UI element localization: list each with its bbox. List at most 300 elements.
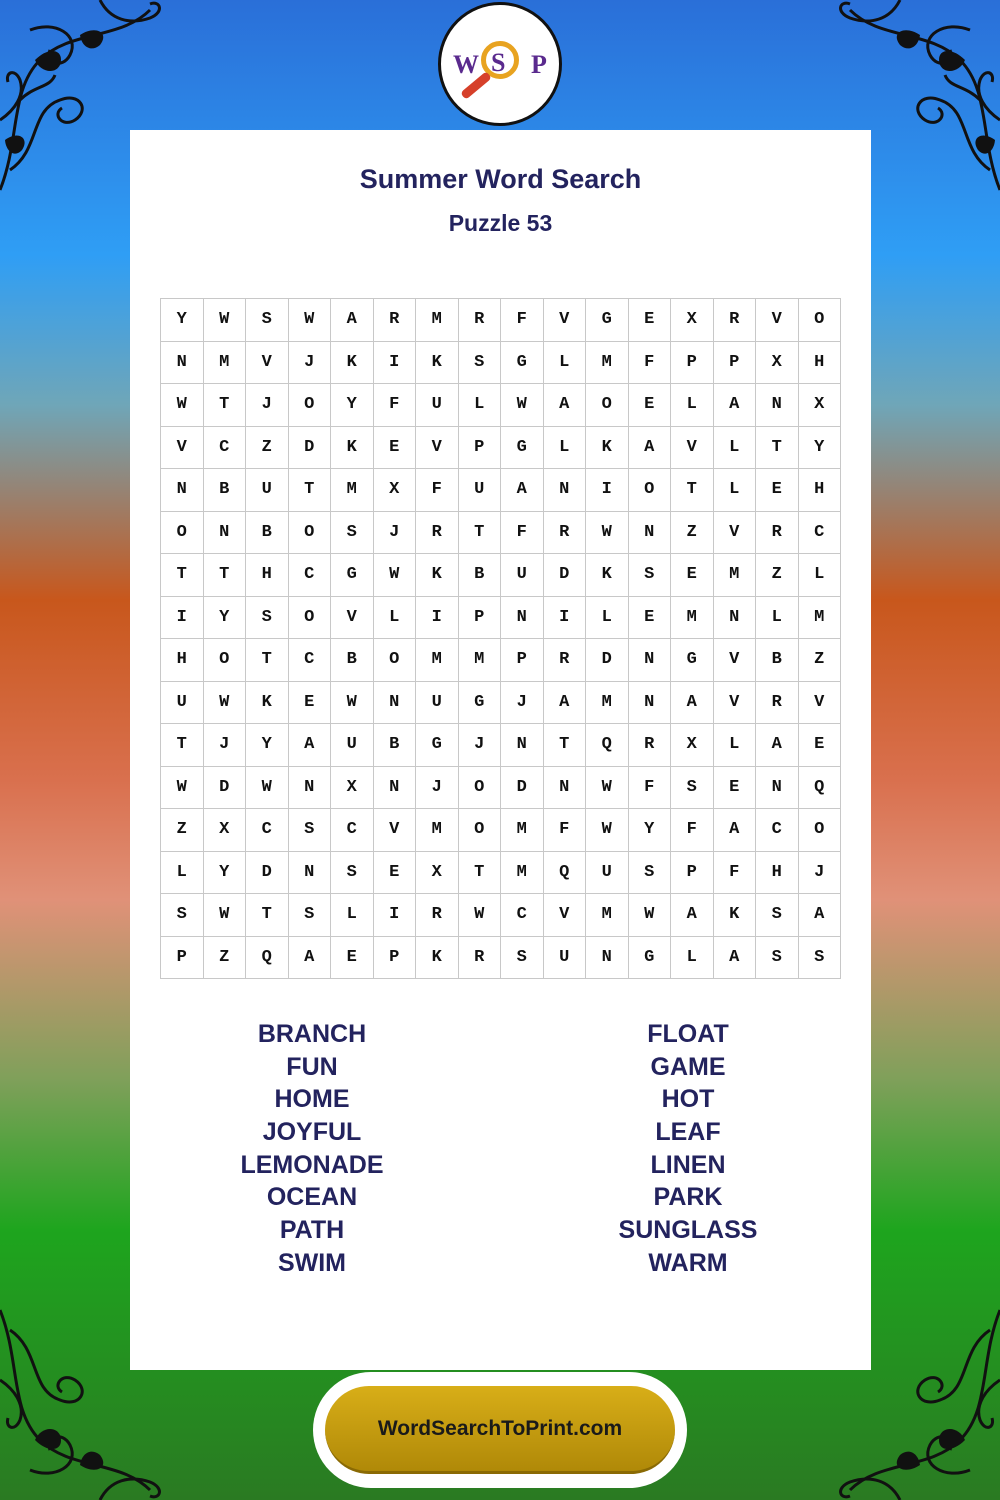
grid-cell[interactable]: O: [161, 511, 204, 554]
word-item: OCEAN: [266, 1183, 358, 1212]
grid-row: [161, 894, 841, 937]
grid-cell[interactable]: T: [203, 554, 246, 597]
grid-cell[interactable]: M: [331, 469, 374, 512]
grid-cell[interactable]: G: [586, 299, 629, 342]
grid-cell[interactable]: B: [203, 469, 246, 512]
grid-cell[interactable]: R: [458, 299, 501, 342]
grid-cell[interactable]: A: [288, 724, 331, 767]
grid-cell[interactable]: G: [458, 681, 501, 724]
grid-cell[interactable]: O: [798, 299, 841, 342]
grid-cell[interactable]: L: [671, 384, 714, 427]
grid-row: [161, 596, 841, 639]
website-link-button[interactable]: [325, 1386, 675, 1474]
grid-cell[interactable]: P: [713, 341, 756, 384]
grid-cell[interactable]: A: [713, 936, 756, 979]
grid-cell[interactable]: Y: [203, 596, 246, 639]
grid-cell[interactable]: E: [331, 936, 374, 979]
grid-cell[interactable]: A: [798, 894, 841, 937]
grid-cell[interactable]: J: [416, 766, 459, 809]
grid-cell[interactable]: D: [543, 554, 586, 597]
grid-cell[interactable]: I: [161, 596, 204, 639]
grid-cell[interactable]: N: [203, 511, 246, 554]
grid-cell[interactable]: W: [203, 894, 246, 937]
grid-cell[interactable]: G: [416, 724, 459, 767]
grid-row: [161, 851, 841, 894]
grid-cell[interactable]: F: [628, 341, 671, 384]
grid-row: [161, 299, 841, 342]
grid-cell[interactable]: V: [756, 299, 799, 342]
website-link-text: WordSearchToPrint.com: [377, 1416, 623, 1440]
grid-cell[interactable]: S: [331, 511, 374, 554]
grid-cell[interactable]: C: [288, 554, 331, 597]
grid-cell[interactable]: E: [628, 299, 671, 342]
grid-cell[interactable]: W: [586, 809, 629, 852]
grid-cell[interactable]: N: [628, 681, 671, 724]
grid-row: [161, 766, 841, 809]
grid-cell[interactable]: P: [501, 639, 544, 682]
grid-cell[interactable]: S: [458, 341, 501, 384]
grid-cell[interactable]: T: [203, 384, 246, 427]
grid-cell[interactable]: X: [756, 341, 799, 384]
grid-row: [161, 511, 841, 554]
grid-cell[interactable]: X: [671, 299, 714, 342]
grid-cell[interactable]: S: [798, 936, 841, 979]
grid-cell[interactable]: W: [331, 681, 374, 724]
grid-cell[interactable]: E: [628, 384, 671, 427]
grid-cell[interactable]: K: [586, 554, 629, 597]
grid-cell[interactable]: M: [798, 596, 841, 639]
grid-cell[interactable]: E: [713, 766, 756, 809]
grid-cell[interactable]: Z: [203, 936, 246, 979]
word-list-right: [538, 1018, 838, 1280]
grid-cell[interactable]: U: [246, 469, 289, 512]
word-item: LEMONADE: [240, 1150, 384, 1179]
grid-cell[interactable]: L: [373, 596, 416, 639]
grid-cell[interactable]: W: [501, 384, 544, 427]
grid-row: [161, 341, 841, 384]
grid-cell[interactable]: K: [331, 426, 374, 469]
grid-cell[interactable]: Q: [246, 936, 289, 979]
grid-cell[interactable]: P: [161, 936, 204, 979]
grid-cell[interactable]: K: [331, 341, 374, 384]
grid-cell[interactable]: A: [543, 384, 586, 427]
grid-cell[interactable]: S: [161, 894, 204, 937]
grid-cell[interactable]: W: [203, 681, 246, 724]
word-item: FLOAT: [647, 1020, 729, 1048]
grid-cell[interactable]: S: [756, 894, 799, 937]
grid-cell[interactable]: F: [671, 809, 714, 852]
grid-cell[interactable]: O: [798, 809, 841, 852]
grid-cell[interactable]: V: [543, 299, 586, 342]
grid-cell[interactable]: S: [628, 554, 671, 597]
grid-cell[interactable]: M: [458, 639, 501, 682]
grid-cell[interactable]: C: [331, 809, 374, 852]
grid-cell[interactable]: I: [586, 469, 629, 512]
grid-cell[interactable]: P: [458, 596, 501, 639]
grid-cell[interactable]: L: [713, 426, 756, 469]
grid-cell[interactable]: I: [416, 596, 459, 639]
grid-cell[interactable]: V: [713, 639, 756, 682]
word-item: LINEN: [650, 1150, 726, 1179]
grid-cell[interactable]: B: [756, 639, 799, 682]
grid-cell[interactable]: U: [543, 936, 586, 979]
grid-cell[interactable]: M: [586, 894, 629, 937]
grid-cell[interactable]: L: [798, 554, 841, 597]
grid-cell[interactable]: A: [756, 724, 799, 767]
grid-row: [161, 554, 841, 597]
grid-cell[interactable]: X: [416, 851, 459, 894]
grid-cell[interactable]: O: [458, 809, 501, 852]
grid-cell[interactable]: T: [161, 724, 204, 767]
grid-cell[interactable]: B: [458, 554, 501, 597]
grid-cell[interactable]: M: [713, 554, 756, 597]
grid-cell[interactable]: T: [543, 724, 586, 767]
grid-cell[interactable]: E: [628, 596, 671, 639]
grid-cell[interactable]: A: [331, 299, 374, 342]
grid-cell[interactable]: X: [671, 724, 714, 767]
grid-cell[interactable]: T: [288, 469, 331, 512]
grid-cell[interactable]: J: [798, 851, 841, 894]
grid-cell[interactable]: B: [246, 511, 289, 554]
grid-cell[interactable]: C: [798, 511, 841, 554]
grid-cell[interactable]: L: [543, 426, 586, 469]
word-item: WARM: [648, 1248, 728, 1277]
grid-cell[interactable]: L: [458, 384, 501, 427]
grid-cell[interactable]: I: [373, 341, 416, 384]
grid-cell[interactable]: Z: [161, 809, 204, 852]
grid-cell[interactable]: S: [288, 894, 331, 937]
grid-cell[interactable]: A: [713, 809, 756, 852]
word-item: JOYFUL: [262, 1118, 362, 1147]
grid-cell[interactable]: E: [756, 469, 799, 512]
grid-cell[interactable]: W: [246, 766, 289, 809]
grid-cell[interactable]: J: [373, 511, 416, 554]
logo-letter-s: S: [491, 48, 506, 77]
grid-cell[interactable]: O: [458, 766, 501, 809]
grid-cell[interactable]: M: [416, 299, 459, 342]
grid-cell[interactable]: W: [161, 766, 204, 809]
grid-cell[interactable]: D: [586, 639, 629, 682]
grid-row: [161, 639, 841, 682]
grid-cell[interactable]: N: [161, 469, 204, 512]
grid-cell[interactable]: M: [586, 341, 629, 384]
word-item: FUN: [286, 1052, 338, 1081]
grid-row: [161, 809, 841, 852]
grid-cell[interactable]: R: [756, 511, 799, 554]
grid-cell[interactable]: E: [798, 724, 841, 767]
grid-cell[interactable]: F: [501, 511, 544, 554]
grid-cell[interactable]: R: [756, 681, 799, 724]
grid-cell[interactable]: A: [288, 936, 331, 979]
grid-cell[interactable]: U: [501, 554, 544, 597]
site-logo[interactable]: [438, 2, 562, 126]
grid-cell[interactable]: J: [501, 681, 544, 724]
grid-cell[interactable]: K: [416, 936, 459, 979]
grid-cell[interactable]: F: [416, 469, 459, 512]
grid-cell[interactable]: N: [756, 766, 799, 809]
grid-cell[interactable]: K: [416, 554, 459, 597]
grid-cell[interactable]: B: [373, 724, 416, 767]
word-item: HOT: [661, 1085, 715, 1114]
grid-cell[interactable]: W: [628, 894, 671, 937]
grid-cell[interactable]: K: [713, 894, 756, 937]
grid-cell[interactable]: A: [543, 681, 586, 724]
grid-cell[interactable]: P: [373, 936, 416, 979]
page-title: Summer Word Search: [359, 164, 642, 194]
grid-cell[interactable]: R: [416, 511, 459, 554]
grid-cell[interactable]: L: [161, 851, 204, 894]
grid-cell[interactable]: C: [756, 809, 799, 852]
grid-cell[interactable]: G: [671, 639, 714, 682]
grid-cell[interactable]: I: [543, 596, 586, 639]
grid-cell[interactable]: N: [586, 936, 629, 979]
grid-cell[interactable]: N: [373, 766, 416, 809]
word-item: PATH: [279, 1216, 345, 1245]
grid-cell[interactable]: J: [458, 724, 501, 767]
grid-cell[interactable]: D: [501, 766, 544, 809]
grid-cell[interactable]: F: [501, 299, 544, 342]
grid-cell[interactable]: M: [501, 851, 544, 894]
grid-cell[interactable]: S: [246, 299, 289, 342]
grid-cell[interactable]: U: [458, 469, 501, 512]
grid-cell[interactable]: V: [798, 681, 841, 724]
grid-cell[interactable]: L: [586, 596, 629, 639]
grid-cell[interactable]: N: [288, 851, 331, 894]
grid-cell[interactable]: V: [373, 809, 416, 852]
grid-cell[interactable]: Y: [161, 299, 204, 342]
grid-cell[interactable]: N: [288, 766, 331, 809]
grid-cell[interactable]: N: [628, 639, 671, 682]
grid-cell[interactable]: E: [373, 851, 416, 894]
word-item: SWIM: [277, 1248, 347, 1277]
grid-cell[interactable]: V: [713, 681, 756, 724]
grid-cell[interactable]: O: [288, 384, 331, 427]
grid-cell[interactable]: O: [203, 639, 246, 682]
grid-cell[interactable]: D: [246, 851, 289, 894]
grid-row: [161, 724, 841, 767]
grid-cell[interactable]: V: [713, 511, 756, 554]
grid-cell[interactable]: R: [543, 511, 586, 554]
grid-cell[interactable]: E: [373, 426, 416, 469]
grid-cell[interactable]: H: [756, 851, 799, 894]
grid-cell[interactable]: L: [713, 724, 756, 767]
grid-row: [161, 936, 841, 979]
grid-row: [161, 469, 841, 512]
grid-cell[interactable]: N: [628, 511, 671, 554]
grid-cell[interactable]: P: [671, 341, 714, 384]
grid-cell[interactable]: V: [246, 341, 289, 384]
grid-cell[interactable]: F: [373, 384, 416, 427]
grid-cell[interactable]: T: [756, 426, 799, 469]
grid-cell[interactable]: W: [203, 299, 246, 342]
grid-cell[interactable]: E: [288, 681, 331, 724]
grid-cell[interactable]: R: [373, 299, 416, 342]
grid-cell[interactable]: Y: [798, 426, 841, 469]
word-item: GAME: [650, 1052, 726, 1081]
grid-cell[interactable]: R: [543, 639, 586, 682]
grid-cell[interactable]: U: [586, 851, 629, 894]
grid-cell[interactable]: X: [373, 469, 416, 512]
grid-cell[interactable]: V: [671, 426, 714, 469]
grid-cell[interactable]: F: [713, 851, 756, 894]
grid-cell[interactable]: N: [373, 681, 416, 724]
puzzle-panel: [130, 130, 871, 1370]
grid-cell[interactable]: L: [331, 894, 374, 937]
grid-cell[interactable]: D: [203, 766, 246, 809]
grid-cell[interactable]: K: [246, 681, 289, 724]
grid-cell[interactable]: W: [288, 299, 331, 342]
grid-cell[interactable]: U: [416, 681, 459, 724]
grid-cell[interactable]: F: [543, 809, 586, 852]
grid-cell[interactable]: V: [161, 426, 204, 469]
grid-cell[interactable]: S: [756, 936, 799, 979]
grid-cell[interactable]: S: [331, 851, 374, 894]
grid-cell[interactable]: T: [161, 554, 204, 597]
word-item: HOME: [274, 1085, 350, 1114]
grid-cell[interactable]: Y: [628, 809, 671, 852]
grid-cell[interactable]: T: [671, 469, 714, 512]
grid-cell[interactable]: S: [671, 766, 714, 809]
grid-cell[interactable]: T: [246, 639, 289, 682]
grid-cell[interactable]: V: [416, 426, 459, 469]
grid-cell[interactable]: M: [501, 809, 544, 852]
grid-cell[interactable]: R: [416, 894, 459, 937]
grid-cell[interactable]: N: [501, 596, 544, 639]
letter-grid: [160, 298, 841, 979]
grid-cell[interactable]: C: [501, 894, 544, 937]
grid-cell[interactable]: U: [161, 681, 204, 724]
logo-letter-w: W: [453, 50, 479, 79]
grid-cell[interactable]: M: [586, 681, 629, 724]
grid-cell[interactable]: P: [671, 851, 714, 894]
grid-cell[interactable]: Z: [671, 511, 714, 554]
grid-cell[interactable]: H: [246, 554, 289, 597]
grid-cell[interactable]: G: [501, 426, 544, 469]
grid-cell[interactable]: W: [458, 894, 501, 937]
grid-cell[interactable]: Q: [586, 724, 629, 767]
grid-cell[interactable]: A: [501, 469, 544, 512]
grid-cell[interactable]: O: [288, 596, 331, 639]
grid-cell[interactable]: Y: [246, 724, 289, 767]
grid-cell[interactable]: C: [203, 426, 246, 469]
grid-cell[interactable]: Y: [331, 384, 374, 427]
grid-cell[interactable]: U: [416, 384, 459, 427]
grid-cell[interactable]: A: [671, 894, 714, 937]
grid-cell[interactable]: J: [203, 724, 246, 767]
grid-cell[interactable]: H: [798, 341, 841, 384]
grid-cell[interactable]: S: [501, 936, 544, 979]
puzzle-number: Puzzle 53: [448, 210, 553, 236]
grid-cell[interactable]: R: [458, 936, 501, 979]
grid-cell[interactable]: X: [331, 766, 374, 809]
grid-row: [161, 426, 841, 469]
grid-cell[interactable]: J: [288, 341, 331, 384]
grid-cell[interactable]: L: [671, 936, 714, 979]
grid-cell[interactable]: M: [671, 596, 714, 639]
grid-cell[interactable]: M: [416, 809, 459, 852]
grid-cell[interactable]: C: [288, 639, 331, 682]
grid-cell[interactable]: R: [628, 724, 671, 767]
grid-cell[interactable]: A: [628, 426, 671, 469]
grid-cell[interactable]: O: [586, 384, 629, 427]
grid-cell[interactable]: M: [416, 639, 459, 682]
grid-cell[interactable]: G: [501, 341, 544, 384]
grid-cell[interactable]: T: [458, 851, 501, 894]
grid-cell[interactable]: T: [458, 511, 501, 554]
grid-cell[interactable]: A: [713, 384, 756, 427]
grid-cell[interactable]: K: [586, 426, 629, 469]
grid-cell[interactable]: L: [713, 469, 756, 512]
grid-cell[interactable]: Z: [756, 554, 799, 597]
grid-row: [161, 384, 841, 427]
grid-cell[interactable]: S: [628, 851, 671, 894]
grid-cell[interactable]: I: [373, 894, 416, 937]
grid-cell[interactable]: X: [203, 809, 246, 852]
grid-cell[interactable]: G: [628, 936, 671, 979]
grid-cell[interactable]: R: [713, 299, 756, 342]
grid-cell[interactable]: O: [288, 511, 331, 554]
grid-cell[interactable]: F: [628, 766, 671, 809]
grid-cell[interactable]: W: [373, 554, 416, 597]
grid-cell[interactable]: W: [586, 766, 629, 809]
grid-cell[interactable]: N: [161, 341, 204, 384]
grid-cell[interactable]: G: [331, 554, 374, 597]
grid-cell[interactable]: U: [331, 724, 374, 767]
grid-cell[interactable]: H: [798, 469, 841, 512]
grid-cell[interactable]: M: [203, 341, 246, 384]
grid-cell[interactable]: N: [543, 766, 586, 809]
grid-cell[interactable]: V: [331, 596, 374, 639]
logo-letter-p: P: [531, 50, 547, 79]
grid-cell[interactable]: Y: [203, 851, 246, 894]
grid-cell[interactable]: N: [756, 384, 799, 427]
word-item: BRANCH: [257, 1020, 367, 1048]
grid-cell[interactable]: O: [628, 469, 671, 512]
grid-cell[interactable]: N: [713, 596, 756, 639]
grid-cell[interactable]: Q: [798, 766, 841, 809]
grid-cell[interactable]: C: [246, 809, 289, 852]
grid-cell[interactable]: L: [756, 596, 799, 639]
grid-cell[interactable]: S: [246, 596, 289, 639]
grid-cell[interactable]: V: [543, 894, 586, 937]
grid-cell[interactable]: J: [246, 384, 289, 427]
word-list-left: [162, 1018, 462, 1280]
grid-cell[interactable]: A: [671, 681, 714, 724]
grid-cell[interactable]: N: [543, 469, 586, 512]
grid-cell[interactable]: W: [161, 384, 204, 427]
grid-row: [161, 681, 841, 724]
footer-badge: [313, 1372, 687, 1488]
grid-cell[interactable]: P: [458, 426, 501, 469]
word-item: PARK: [653, 1183, 723, 1212]
grid-cell[interactable]: O: [373, 639, 416, 682]
word-item: LEAF: [655, 1118, 721, 1147]
grid-cell[interactable]: N: [501, 724, 544, 767]
grid-cell[interactable]: B: [331, 639, 374, 682]
grid-cell[interactable]: Z: [246, 426, 289, 469]
grid-cell[interactable]: T: [246, 894, 289, 937]
grid-cell[interactable]: L: [543, 341, 586, 384]
grid-cell[interactable]: D: [288, 426, 331, 469]
grid-cell[interactable]: Z: [798, 639, 841, 682]
grid-cell[interactable]: X: [798, 384, 841, 427]
grid-cell[interactable]: S: [288, 809, 331, 852]
grid-cell[interactable]: Q: [543, 851, 586, 894]
grid-cell[interactable]: K: [416, 341, 459, 384]
grid-cell[interactable]: H: [161, 639, 204, 682]
grid-cell[interactable]: W: [586, 511, 629, 554]
grid-cell[interactable]: E: [671, 554, 714, 597]
